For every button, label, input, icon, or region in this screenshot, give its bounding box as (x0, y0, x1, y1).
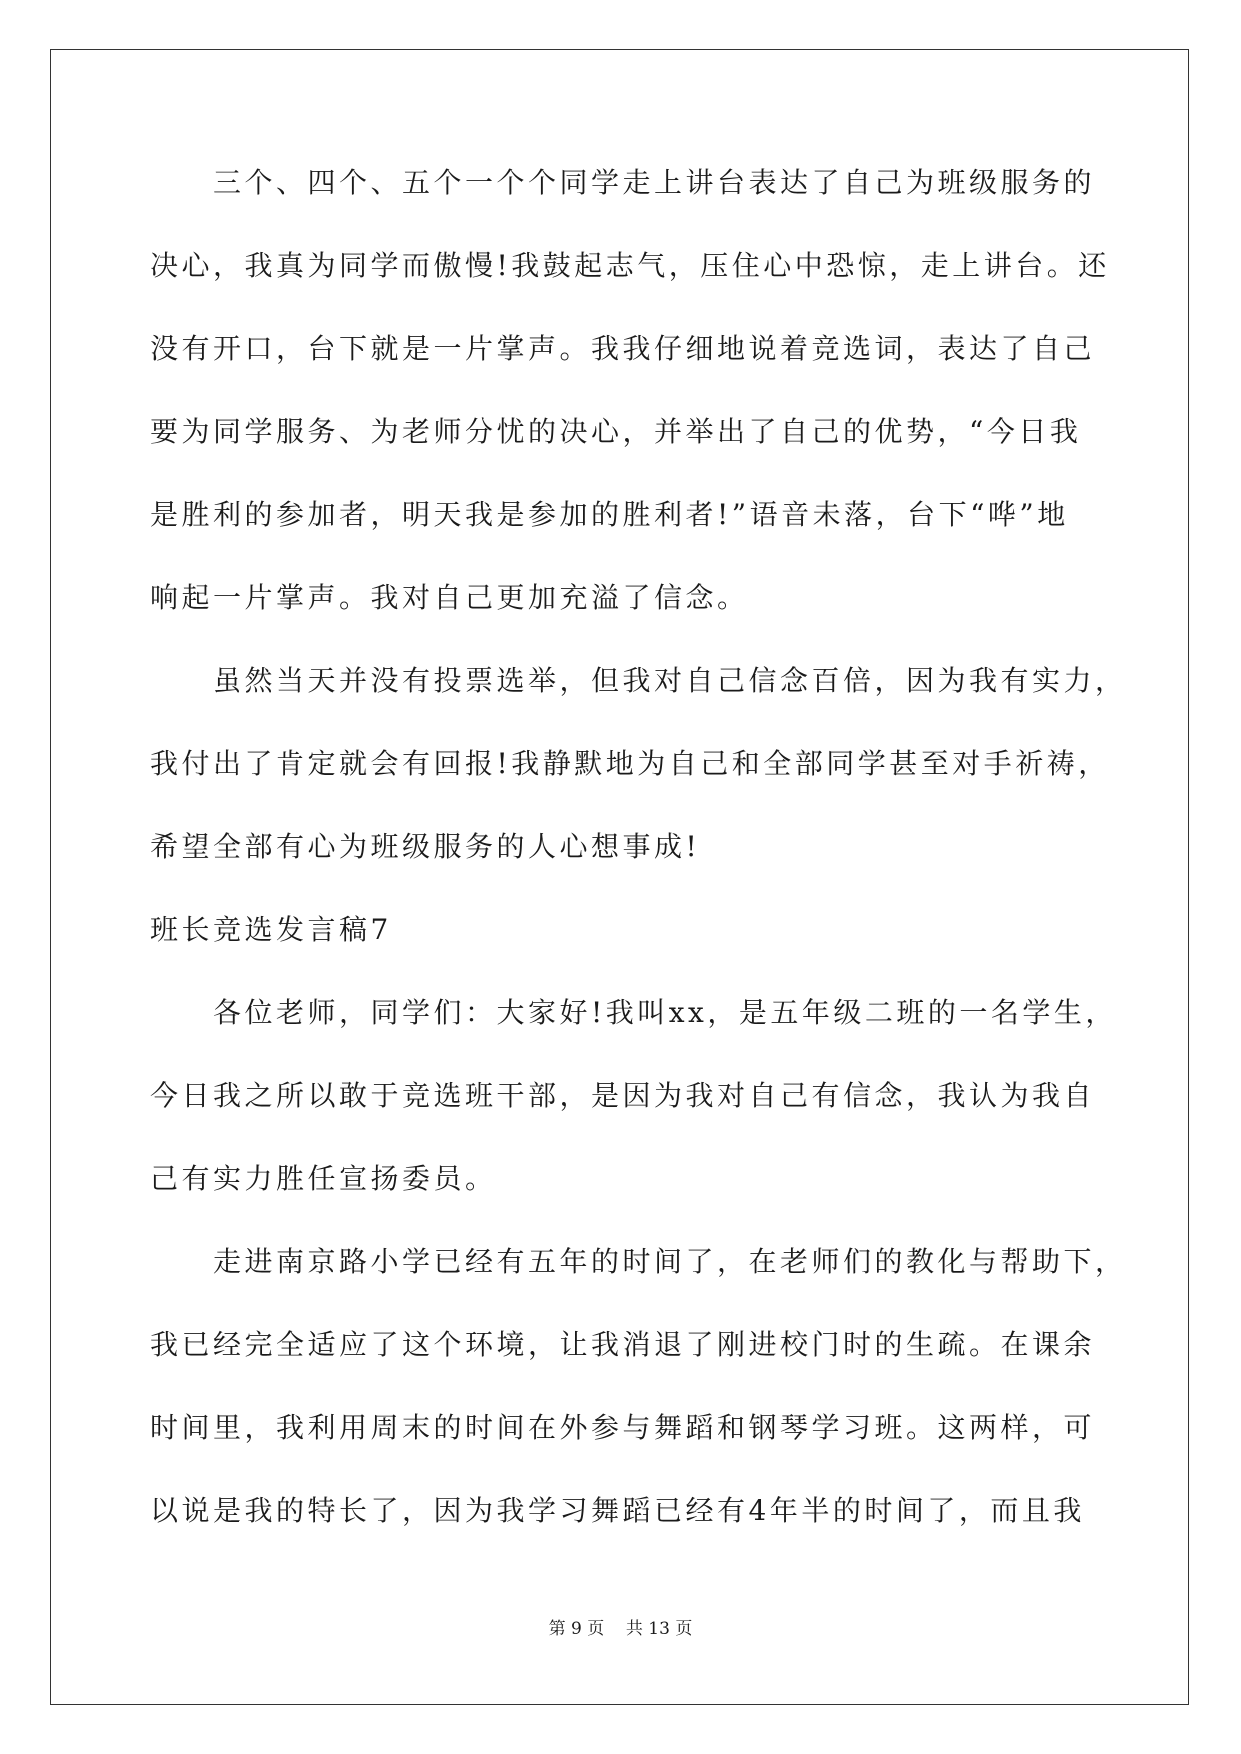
text-line: 虽然当天并没有投票选举，但我对自己信念百倍，因为我有实力， (213, 664, 1127, 697)
text-line: 我已经完全适应了这个环境，让我消退了刚进校门时的生疏。在课余 (150, 1328, 1096, 1361)
text-line: 我付出了肯定就会有回报!我静默地为自己和全部同学甚至对手祈祷， (150, 747, 1110, 780)
text-line: 今日我之所以敢于竞选班干部，是因为我对自己有信念，我认为我自 (150, 1079, 1096, 1112)
text-line: 是胜利的参加者，明天我是参加的胜利者!”语音未落，台下“哗”地 (150, 498, 1069, 531)
text-line: 决心，我真为同学而傲慢!我鼓起志气，压住心中恐惊，走上讲台。还 (150, 249, 1110, 282)
page-number: 第 9 页 共 13 页 (548, 1619, 693, 1639)
text-line: 三个、四个、五个一个个同学走上讲台表达了自己为班级服务的 (213, 166, 1096, 199)
text-line: 时间里，我利用周末的时间在外参与舞蹈和钢琴学习班。这两样，可 (150, 1411, 1096, 1444)
text-line: 希望全部有心为班级服务的人心想事成! (150, 830, 701, 863)
text-line: 要为同学服务、为老师分忧的决心，并举出了自己的优势，“今日我 (150, 415, 1082, 448)
text-line: 没有开口，台下就是一片掌声。我我仔细地说着竞选词，表达了自己 (150, 332, 1096, 365)
text-line: 响起一片掌声。我对自己更加充溢了信念。 (150, 581, 749, 614)
section-heading: 班长竞选发言稿7 (150, 913, 392, 946)
text-line: 各位老师，同学们：大家好!我叫xx，是五年级二班的一名学生， (213, 996, 1117, 1029)
document-body (150, 158, 1127, 1569)
text-line: 走进南京路小学已经有五年的时间了，在老师们的教化与帮助下， (213, 1245, 1127, 1278)
text-line: 己有实力胜任宣扬委员。 (150, 1162, 497, 1195)
text-line: 以说是我的特长了，因为我学习舞蹈已经有4年半的时间了，而且我 (150, 1494, 1085, 1527)
